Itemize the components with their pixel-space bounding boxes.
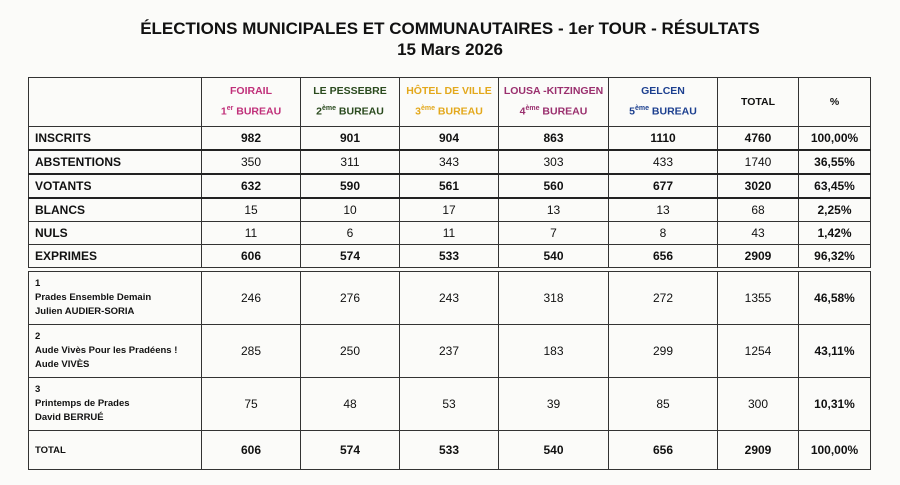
candidate-cell: 285 — [202, 325, 301, 378]
header-bureau-3 — [400, 78, 499, 127]
stat-row-votants — [29, 174, 871, 198]
stat-label: ABSTENTIONS — [29, 150, 202, 174]
stat-pct: 96,32% — [799, 245, 871, 268]
stat-cell: 15 — [202, 198, 301, 222]
total-label: TOTAL — [29, 431, 202, 470]
stat-cell: 1740 — [718, 150, 799, 174]
title-line-1: ÉLECTIONS MUNICIPALES ET COMMUNAUTAIRES - 1er TOUR - RÉSULTATS — [140, 19, 760, 38]
bureau-sup: er — [226, 105, 234, 113]
stat-cell: 343 — [400, 150, 499, 174]
stat-row-inscrits — [29, 127, 871, 151]
stats-body — [29, 127, 871, 268]
total-cell: 574 — [301, 431, 400, 470]
stat-cell: 590 — [301, 174, 400, 198]
stat-cell: 574 — [301, 245, 400, 268]
total-cell: 656 — [609, 431, 718, 470]
candidate-label — [29, 378, 202, 431]
candidate-head: Aude VIVÈS — [35, 359, 90, 370]
candidate-cell: 272 — [609, 272, 718, 325]
stat-cell: 677 — [609, 174, 718, 198]
stat-cell: 3020 — [718, 174, 799, 198]
candidate-list: Prades Ensemble Demain — [35, 292, 152, 303]
candidate-cell: 183 — [499, 325, 609, 378]
stat-row-nuls — [29, 222, 871, 245]
bureau-num: 1 — [220, 105, 227, 118]
bureau-label: BUREAU — [651, 105, 697, 118]
stat-cell: 8 — [609, 222, 718, 245]
stat-cell: 904 — [400, 127, 499, 151]
candidate-row — [29, 378, 871, 431]
candidate-cell: 276 — [301, 272, 400, 325]
candidate-num: 1 — [35, 278, 41, 289]
candidate-cell: 1355 — [718, 272, 799, 325]
stat-cell: 606 — [202, 245, 301, 268]
candidate-head: David BERRUÉ — [35, 412, 104, 423]
stat-label: BLANCS — [29, 198, 202, 222]
bureau-sup: ème — [321, 105, 336, 113]
bureau-label: BUREAU — [236, 105, 282, 118]
stat-cell: 11 — [202, 222, 301, 245]
candidate-pct: 10,31% — [799, 378, 871, 431]
stat-row-abstentions — [29, 150, 871, 174]
candidate-cell: 318 — [499, 272, 609, 325]
candidate-cell: 48 — [301, 378, 400, 431]
stat-cell: 311 — [301, 150, 400, 174]
bureau-num: 5 — [629, 105, 635, 118]
bureau-name: LOUSA -KITZINGEN — [503, 85, 604, 98]
candidate-list: Printemps de Prades — [35, 398, 130, 409]
bureau-label: BUREAU — [437, 105, 483, 118]
candidate-pct: 46,58% — [799, 272, 871, 325]
candidate-cell: 1254 — [718, 325, 799, 378]
bureau-num: 2 — [316, 105, 322, 118]
candidate-cell: 237 — [400, 325, 499, 378]
bureau-sup: ème — [634, 105, 649, 113]
stat-cell: 560 — [499, 174, 609, 198]
stat-cell: 6 — [301, 222, 400, 245]
title-line-2: 15 Mars 2026 — [397, 40, 503, 59]
candidate-cell: 53 — [400, 378, 499, 431]
document-title — [0, 18, 900, 60]
turnout-table — [28, 77, 871, 268]
stat-cell: 350 — [202, 150, 301, 174]
candidate-num: 2 — [35, 331, 41, 342]
header-bureau-1 — [202, 78, 301, 127]
header-bureau-2 — [301, 78, 400, 127]
stat-cell: 540 — [499, 245, 609, 268]
candidate-row — [29, 272, 871, 325]
candidate-pct: 43,11% — [799, 325, 871, 378]
stat-cell: 656 — [609, 245, 718, 268]
bureau-name: GELCEN — [641, 85, 685, 98]
candidate-cell: 300 — [718, 378, 799, 431]
total-cell: 540 — [499, 431, 609, 470]
header-blank — [29, 78, 202, 127]
total-row — [29, 431, 871, 470]
results-table — [28, 271, 871, 470]
stat-cell: 68 — [718, 198, 799, 222]
total-pct: 100,00% — [799, 431, 871, 470]
candidate-cell: 85 — [609, 378, 718, 431]
header-row — [29, 78, 871, 127]
stat-label: NULS — [29, 222, 202, 245]
stat-row-exprimes — [29, 245, 871, 268]
candidate-row — [29, 325, 871, 378]
stat-cell: 13 — [609, 198, 718, 222]
candidate-cell: 39 — [499, 378, 609, 431]
bureau-num: 3 — [415, 105, 421, 118]
candidate-cell: 299 — [609, 325, 718, 378]
stat-cell: 43 — [718, 222, 799, 245]
stat-cell: 17 — [400, 198, 499, 222]
candidates-body — [29, 272, 871, 431]
candidate-label — [29, 325, 202, 378]
stat-cell: 433 — [609, 150, 718, 174]
stat-cell: 1110 — [609, 127, 718, 151]
stat-label: EXPRIMES — [29, 245, 202, 268]
stat-cell: 7 — [499, 222, 609, 245]
bureau-name: FOIRAIL — [230, 85, 272, 98]
header-percent: % — [799, 78, 871, 127]
candidate-cell: 250 — [301, 325, 400, 378]
bureau-name: HÔTEL DE VILLE — [406, 85, 492, 98]
stat-cell: 561 — [400, 174, 499, 198]
stat-cell: 2909 — [718, 245, 799, 268]
candidate-cell: 75 — [202, 378, 301, 431]
stat-cell: 13 — [499, 198, 609, 222]
header-bureau-4 — [499, 78, 609, 127]
stat-cell: 632 — [202, 174, 301, 198]
stat-pct: 36,55% — [799, 150, 871, 174]
stat-row-blancs — [29, 198, 871, 222]
stat-cell: 533 — [400, 245, 499, 268]
stat-pct: 2,25% — [799, 198, 871, 222]
stat-pct: 1,42% — [799, 222, 871, 245]
header-bureau-5 — [609, 78, 718, 127]
total-cell: 533 — [400, 431, 499, 470]
bureau-sup: ème — [420, 105, 435, 113]
stat-cell: 11 — [400, 222, 499, 245]
bureau-name: LE PESSEBRE — [313, 85, 387, 98]
total-cell: 2909 — [718, 431, 799, 470]
stat-label: VOTANTS — [29, 174, 202, 198]
bureau-sup: ème — [525, 105, 540, 113]
stat-cell: 4760 — [718, 127, 799, 151]
stat-pct: 100,00% — [799, 127, 871, 151]
stat-label: INSCRITS — [29, 127, 202, 151]
candidate-cell: 246 — [202, 272, 301, 325]
header-total: TOTAL — [718, 78, 799, 127]
candidate-num: 3 — [35, 384, 41, 395]
bureau-label: BUREAU — [542, 105, 588, 118]
stat-cell: 303 — [499, 150, 609, 174]
candidate-cell: 243 — [400, 272, 499, 325]
bureau-num: 4 — [519, 105, 526, 118]
stat-cell: 10 — [301, 198, 400, 222]
stat-cell: 901 — [301, 127, 400, 151]
stat-pct: 63,45% — [799, 174, 871, 198]
bureau-label: BUREAU — [338, 105, 384, 118]
candidate-list: Aude Vivès Pour les Pradéens ! — [35, 345, 178, 356]
stat-cell: 982 — [202, 127, 301, 151]
stat-cell: 863 — [499, 127, 609, 151]
total-cell: 606 — [202, 431, 301, 470]
candidate-label — [29, 272, 202, 325]
candidate-head: Julien AUDIER-SORIA — [35, 306, 135, 317]
